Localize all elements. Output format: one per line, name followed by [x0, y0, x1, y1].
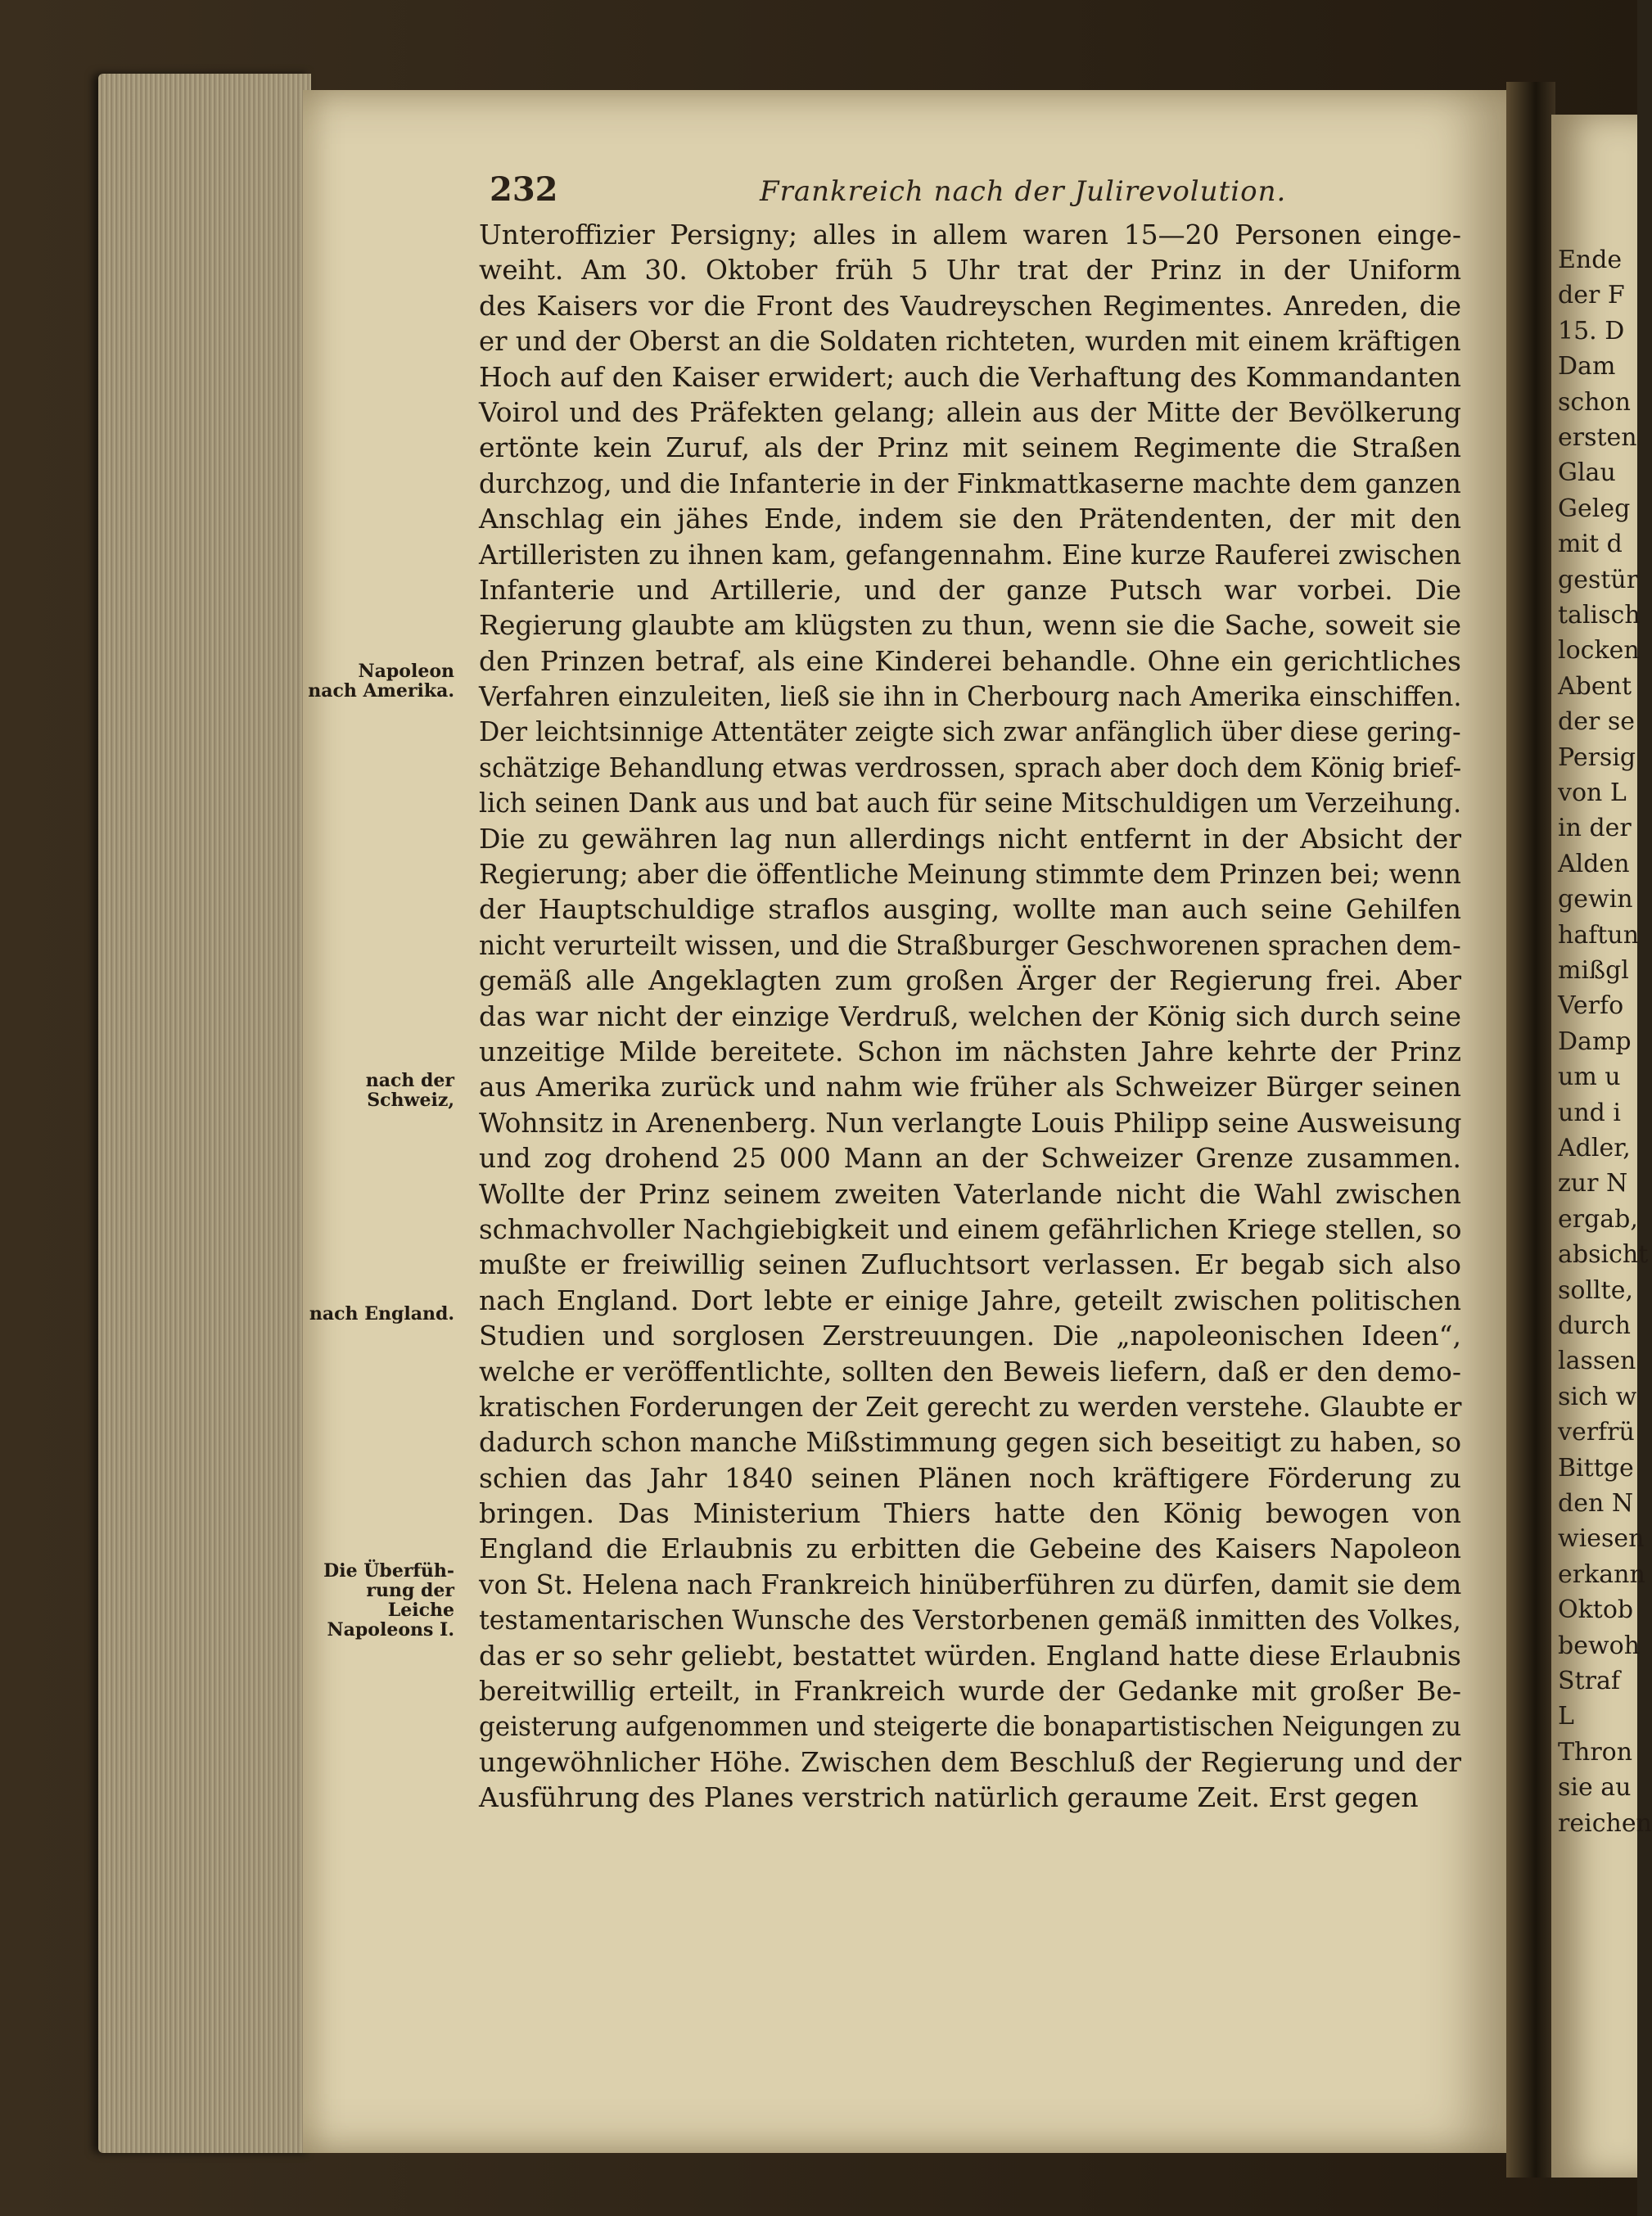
facing-page-line: absicht	[1558, 1240, 1649, 1270]
text-line: dadurch schon manche Mißstimmung gegen sich beseitigt zu haben, so	[479, 1426, 1462, 1459]
facing-page-line: Adler,	[1558, 1134, 1631, 1162]
facing-page-line: sie au	[1558, 1773, 1632, 1803]
text-line: Die zu gewähren lag nun allerdings nicht entfernt in der Absicht der	[479, 822, 1461, 855]
facing-page-line: mißgl	[1558, 956, 1629, 985]
facing-page-line: 15. D	[1558, 316, 1625, 345]
facing-page-line: Straf	[1558, 1667, 1620, 1695]
text-line: das war nicht der einzige Verdruß, welchen der König sich durch seine	[479, 1000, 1461, 1032]
text-line: Unteroffizier Persigny; alles in allem waren 15—20 Personen einge-	[479, 219, 1461, 250]
text-line: Studien und sorglosen Zerstreuungen. Die „napoleonischen Ideen“,	[479, 1320, 1461, 1352]
text-line: das er so sehr geliebt, bestattet würden. England hatte diese Erlaubnis	[479, 1639, 1461, 1672]
facing-page-line: bewoh	[1558, 1631, 1641, 1660]
facing-page-line: von L	[1558, 779, 1627, 807]
text-line: den Prinzen betraf, als eine Kinderei behandle. Ohne ein gerichtliches	[479, 644, 1461, 677]
facing-page-line: haftun	[1558, 920, 1640, 950]
text-line: mußte er freiwillig seinen Zufluchtsort verlassen. Er begab sich also	[479, 1248, 1461, 1281]
text-line: Ausführung des Planes verstrich natürlich geraume Zeit. Erst gegen	[479, 1781, 1419, 1814]
facing-page-line: lassen	[1558, 1347, 1636, 1376]
text-line: und zog drohend 25 000 Mann an der Schweizer Grenze zusammen.	[479, 1142, 1461, 1175]
facing-page-line: der F	[1558, 281, 1625, 310]
text-line: geisterung aufgenommen und steigerte die bonapartistischen Neigungen zu	[479, 1710, 1462, 1743]
margin-note-text: Napoleon nach Amerika.	[308, 661, 454, 702]
page-header	[490, 170, 1472, 211]
facing-page-line: Alden	[1558, 849, 1630, 878]
text-line: schätzige Behandlung etwas verdrossen, sprach aber doch dem König brief-	[479, 751, 1462, 783]
facing-page-line: durch	[1558, 1311, 1631, 1340]
facing-page-line: schon	[1558, 387, 1631, 417]
facing-page-line: der se	[1558, 707, 1635, 737]
facing-page-line: ergab,	[1558, 1204, 1638, 1234]
margin-note	[303, 1561, 454, 1640]
facing-page-line: in der	[1558, 814, 1632, 843]
margin-note	[303, 661, 454, 701]
text-line: nicht verurteilt wissen, und die Straßburger Geschworenen sprachen dem-	[479, 928, 1461, 961]
text-line: Hoch auf den Kaiser erwidert; auch die Verhaftung des Kommandanten	[479, 360, 1461, 393]
text-line: testamentarischen Wunsche des Verstorbenen gemäß inmitten des Volkes,	[479, 1604, 1461, 1636]
facing-page-line: gestür	[1558, 565, 1639, 594]
facing-page-line: Damp	[1558, 1027, 1632, 1056]
text-line: der Hauptschuldige straflos ausging, wollte man auch seine Gehilfen	[479, 893, 1461, 926]
text-line: ertönte kein Zuruf, als der Prinz mit seinem Regimente die Straßen	[479, 431, 1461, 464]
facing-page-line: und i	[1558, 1098, 1621, 1127]
facing-page-line: erkann	[1558, 1559, 1645, 1589]
margin-note-text: Die Überfüh- rung der Leiche Napoleons I.	[323, 1560, 454, 1641]
text-line: Regierung; aber die öffentliche Meinung stimmte dem Prinzen bei; wenn	[479, 858, 1461, 891]
text-line: Voirol und des Präfekten gelang; allein aus der Mitte der Bevölkerung	[479, 395, 1461, 428]
facing-page-line: Bittge	[1558, 1453, 1634, 1483]
text-line: Regierung glaubte am klügsten zu thun, wenn sie die Sache, soweit sie	[479, 609, 1461, 642]
facing-page-line: Thron	[1558, 1737, 1633, 1767]
text-line: schien das Jahr 1840 seinen Plänen noch kräftigere Förderung zu	[479, 1461, 1461, 1494]
margin-note	[303, 1071, 454, 1110]
margin-note-text: nach der Schweiz,	[365, 1070, 454, 1111]
text-line: durchzog, und die Infanterie in der Finkmattkaserne machte dem ganzen	[479, 467, 1461, 499]
facing-page-line: Abent	[1558, 671, 1632, 701]
facing-page-line: ersten	[1558, 423, 1637, 452]
facing-page-line: den N	[1558, 1489, 1634, 1518]
text-line: weiht. Am 30. Oktober früh 5 Uhr trat der Prinz in der Uniform	[479, 254, 1461, 287]
facing-page-line: um u	[1558, 1063, 1621, 1092]
facing-page-fragment	[1551, 115, 1652, 2178]
page-number: 232	[490, 170, 558, 209]
text-line: des Kaisers vor die Front des Vaudreyschen Regimentes. Anreden, die	[479, 289, 1461, 322]
facing-page-line: mit d	[1558, 530, 1623, 559]
facing-page-line: Geleg	[1558, 494, 1631, 523]
facing-page-line: sich w	[1558, 1382, 1637, 1411]
margin-note-text: nach England.	[309, 1303, 454, 1325]
book-gutter	[1506, 82, 1555, 2178]
text-line: Der leichtsinnige Attentäter zeigte sich zwar anfänglich über diese gering-	[479, 715, 1461, 748]
text-line: unzeitige Milde bereitete. Schon im nächsten Jahre kehrte der Prinz	[479, 1035, 1461, 1067]
book-page-edges	[98, 74, 311, 2153]
text-line: bereitwillig erteilt, in Frankreich wurde der Gedanke mit großer Be-	[479, 1675, 1461, 1708]
facing-page-line: Oktob	[1558, 1595, 1634, 1625]
text-line: er und der Oberst an die Soldaten richteten, wurden mit einem kräftigen	[479, 325, 1461, 358]
text-line: kratischen Forderungen der Zeit gerecht zu werden verstehe. Glaubte er	[479, 1390, 1462, 1423]
facing-page-line: zur N	[1558, 1169, 1628, 1198]
text-line: Verfahren einzuleiten, ließ sie ihn in Cherbourg nach Amerika einschiffen.	[479, 680, 1462, 713]
body-text	[479, 217, 1461, 1816]
text-line: von St. Helena nach Frankreich hinüberführen zu dürfen, damit sie dem	[479, 1568, 1462, 1600]
facing-page-line: Ende	[1558, 246, 1623, 274]
facing-page-line: wiesen	[1558, 1524, 1645, 1554]
text-line: Anschlag ein jähes Ende, indem sie den Prätendenten, der mit den	[479, 503, 1461, 535]
text-line: lich seinen Dank aus und bat auch für seine Mitschuldigen um Verzeihung.	[479, 787, 1462, 819]
text-line: Wollte der Prinz seinem zweiten Vaterlande nicht die Wahl zwischen	[479, 1177, 1461, 1210]
running-title: Frankreich nach der Julirevolution.	[760, 175, 1287, 208]
margin-note	[303, 1304, 454, 1324]
facing-page-line: Dam	[1558, 352, 1616, 381]
text-line: aus Amerika zurück und nahm wie früher als Schweizer Bürger seinen	[479, 1071, 1461, 1103]
facing-page-line: sollte,	[1558, 1275, 1633, 1305]
text-line: schmachvoller Nachgiebigkeit und einem gefährlichen Kriege stellen, so	[479, 1212, 1462, 1245]
facing-page-line: gewin	[1558, 885, 1633, 914]
facing-page-line: Verfo	[1558, 991, 1624, 1021]
facing-page-line: locken	[1558, 636, 1640, 666]
text-line: Artilleristen zu ihnen kam, gefangennahm. Eine kurze Rauferei zwischen	[479, 538, 1462, 571]
text-line: nach England. Dort lebte er einige Jahre, geteilt zwischen politischen	[479, 1284, 1461, 1316]
facing-page-line: Glau	[1558, 458, 1616, 488]
text-line: welche er veröffentlichte, sollten den Beweis liefern, daß er den demo-	[479, 1355, 1461, 1388]
text-line: Wohnsitz in Arenenberg. Nun verlangte Louis Philipp seine Ausweisung	[479, 1106, 1462, 1139]
facing-page-line: talisch	[1558, 601, 1641, 630]
text-line: Infanterie und Artillerie, und der ganze Putsch war vorbei. Die	[479, 573, 1461, 606]
facing-page-line: L	[1558, 1702, 1574, 1731]
text-line: bringen. Das Ministerium Thiers hatte den König bewogen von	[479, 1497, 1461, 1530]
facing-page-line: Persig	[1558, 742, 1636, 772]
text-line: ungewöhnlicher Höhe. Zwischen dem Beschluß der Regierung und der	[479, 1745, 1461, 1778]
facing-page-line: verfrü	[1558, 1418, 1635, 1447]
text-line: gemäß alle Angeklagten zum großen Ärger der Regierung frei. Aber	[479, 964, 1461, 997]
text-line: England die Erlaubnis zu erbitten die Gebeine des Kaisers Napoleon	[479, 1532, 1461, 1565]
facing-page-line: reichen	[1558, 1808, 1652, 1838]
